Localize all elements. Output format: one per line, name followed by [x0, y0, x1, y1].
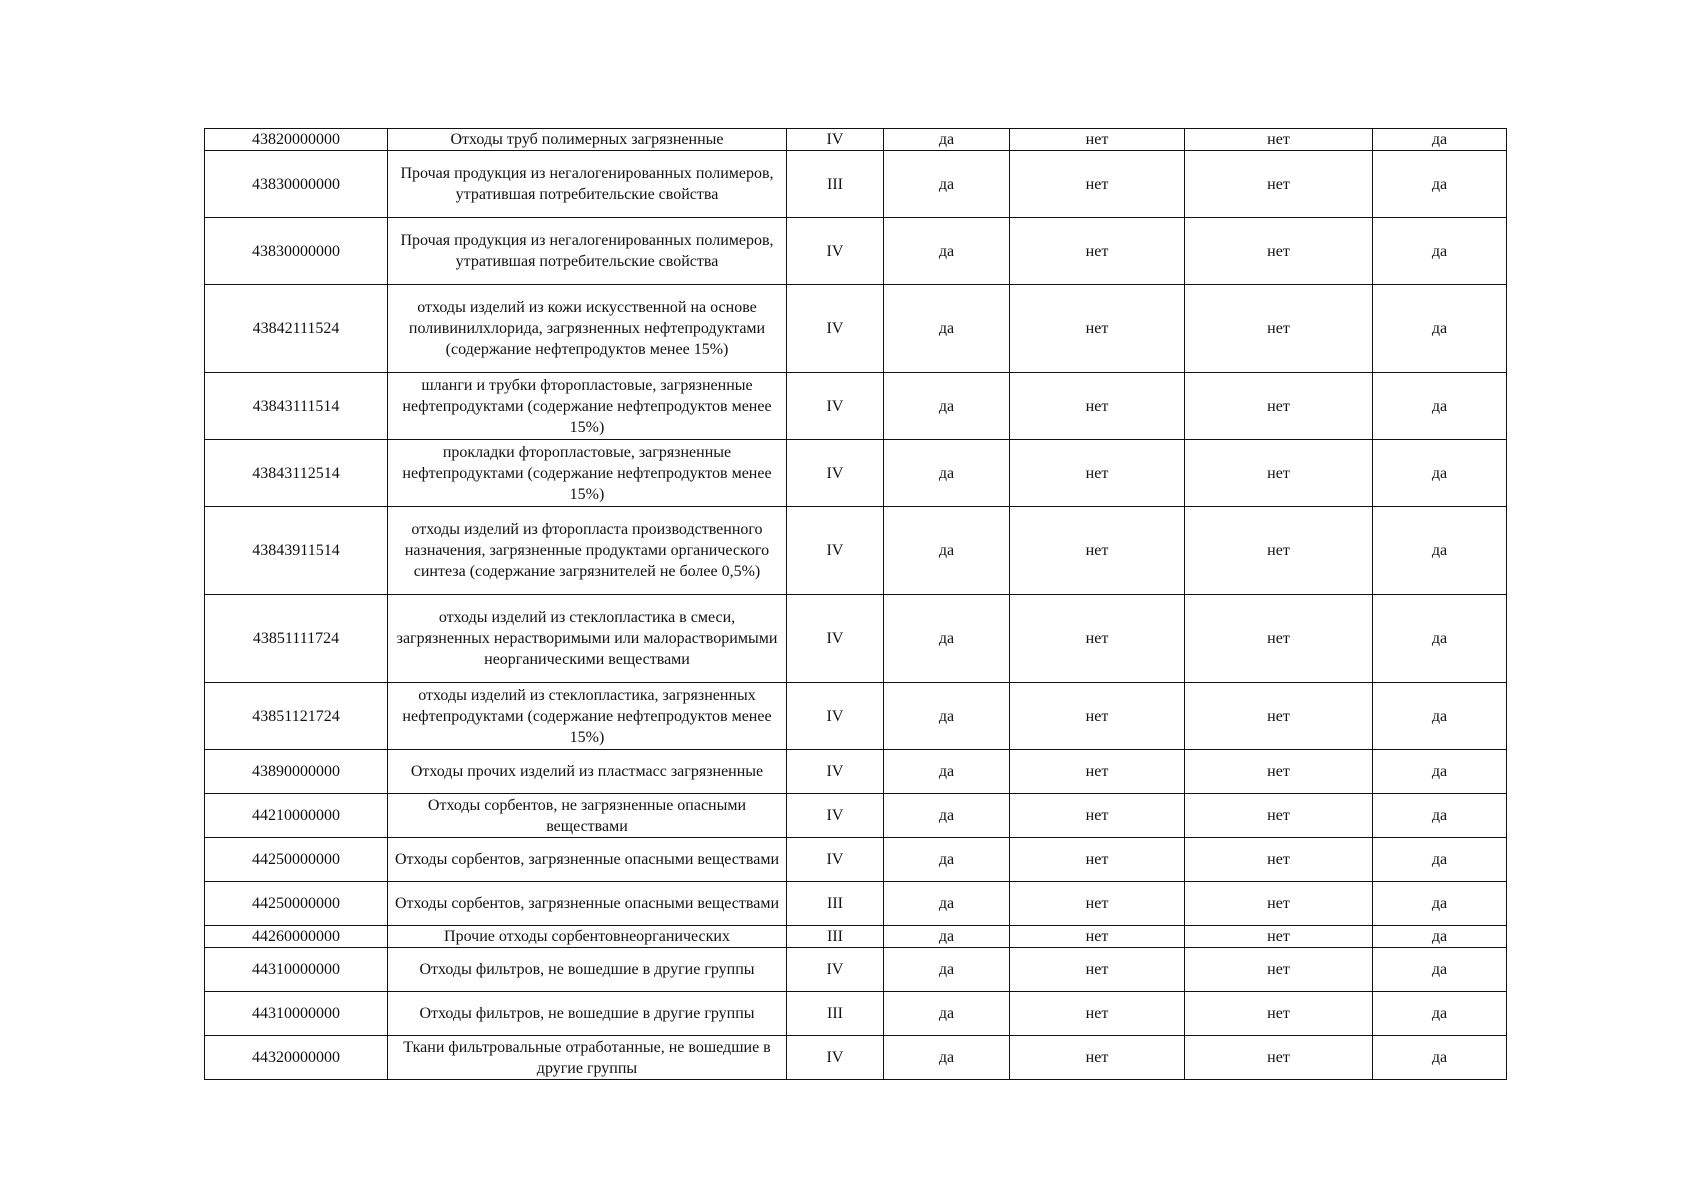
cell-column-4: да — [884, 218, 1010, 285]
cell-column-4: да — [884, 129, 1010, 151]
cell-column-5: нет — [1010, 151, 1185, 218]
table-row — [205, 218, 1507, 285]
table-row — [205, 129, 1507, 151]
cell-column-7: да — [1373, 151, 1507, 218]
cell-column-4: да — [884, 926, 1010, 948]
cell-waste-code: 44310000000 — [205, 992, 388, 1036]
cell-column-4: да — [884, 794, 1010, 838]
cell-column-5: нет — [1010, 794, 1185, 838]
cell-hazard-class: III — [787, 151, 884, 218]
cell-hazard-class: IV — [787, 595, 884, 683]
cell-column-6: нет — [1185, 926, 1373, 948]
cell-column-6: нет — [1185, 794, 1373, 838]
cell-waste-name: Отходы фильтров, не вошедшие в другие группы — [388, 992, 787, 1036]
cell-waste-code: 44250000000 — [205, 882, 388, 926]
table-row — [205, 440, 1507, 507]
cell-waste-code: 43820000000 — [205, 129, 388, 151]
table-row — [205, 992, 1507, 1036]
cell-column-7: да — [1373, 838, 1507, 882]
cell-hazard-class: IV — [787, 373, 884, 440]
table-row — [205, 926, 1507, 948]
cell-column-5: нет — [1010, 926, 1185, 948]
cell-column-7: да — [1373, 218, 1507, 285]
cell-column-7: да — [1373, 948, 1507, 992]
cell-column-6: нет — [1185, 992, 1373, 1036]
cell-column-7: да — [1373, 440, 1507, 507]
cell-column-4: да — [884, 838, 1010, 882]
cell-waste-code: 43843111514 — [205, 373, 388, 440]
cell-column-7: да — [1373, 750, 1507, 794]
table-row — [205, 285, 1507, 373]
cell-waste-code: 43842111524 — [205, 285, 388, 373]
cell-column-6: нет — [1185, 373, 1373, 440]
cell-hazard-class: IV — [787, 794, 884, 838]
table-row — [205, 373, 1507, 440]
table-row — [205, 948, 1507, 992]
table-row — [205, 750, 1507, 794]
cell-column-4: да — [884, 882, 1010, 926]
cell-waste-name: отходы изделий из кожи искусственной на основе поливинилхлорида, загрязненных нефтепродуктами (содержание нефтепродуктов менее 15%) — [388, 285, 787, 373]
cell-column-6: нет — [1185, 151, 1373, 218]
table-body — [205, 129, 1507, 1080]
cell-column-4: да — [884, 151, 1010, 218]
cell-column-6: нет — [1185, 948, 1373, 992]
cell-column-5: нет — [1010, 683, 1185, 750]
cell-column-7: да — [1373, 1036, 1507, 1080]
cell-column-4: да — [884, 750, 1010, 794]
cell-hazard-class: IV — [787, 507, 884, 595]
cell-column-7: да — [1373, 285, 1507, 373]
cell-hazard-class: IV — [787, 948, 884, 992]
cell-column-4: да — [884, 948, 1010, 992]
cell-waste-code: 43830000000 — [205, 218, 388, 285]
cell-hazard-class: IV — [787, 683, 884, 750]
cell-waste-name: Отходы прочих изделий из пластмасс загрязненные — [388, 750, 787, 794]
table-row — [205, 151, 1507, 218]
cell-column-4: да — [884, 440, 1010, 507]
table-row — [205, 794, 1507, 838]
table-row — [205, 1036, 1507, 1080]
cell-column-5: нет — [1010, 218, 1185, 285]
cell-waste-code: 43843911514 — [205, 507, 388, 595]
cell-waste-code: 43830000000 — [205, 151, 388, 218]
cell-column-7: да — [1373, 683, 1507, 750]
cell-column-5: нет — [1010, 992, 1185, 1036]
cell-column-7: да — [1373, 882, 1507, 926]
waste-table — [204, 128, 1507, 1080]
cell-hazard-class: IV — [787, 750, 884, 794]
cell-column-6: нет — [1185, 285, 1373, 373]
cell-column-6: нет — [1185, 683, 1373, 750]
cell-column-5: нет — [1010, 1036, 1185, 1080]
cell-column-6: нет — [1185, 129, 1373, 151]
cell-waste-code: 43851121724 — [205, 683, 388, 750]
cell-waste-code: 43851111724 — [205, 595, 388, 683]
cell-waste-name: Отходы сорбентов, загрязненные опасными веществами — [388, 838, 787, 882]
cell-column-5: нет — [1010, 373, 1185, 440]
cell-waste-code: 43843112514 — [205, 440, 388, 507]
cell-column-6: нет — [1185, 440, 1373, 507]
cell-hazard-class: IV — [787, 129, 884, 151]
cell-column-6: нет — [1185, 507, 1373, 595]
cell-hazard-class: IV — [787, 838, 884, 882]
cell-waste-code: 44260000000 — [205, 926, 388, 948]
cell-column-4: да — [884, 507, 1010, 595]
cell-waste-code: 44310000000 — [205, 948, 388, 992]
cell-column-6: нет — [1185, 882, 1373, 926]
cell-waste-name: Отходы труб полимерных загрязненные — [388, 129, 787, 151]
cell-column-4: да — [884, 285, 1010, 373]
table-row — [205, 595, 1507, 683]
table-row — [205, 882, 1507, 926]
cell-waste-name: Прочая продукция из негалогенированных полимеров, утратившая потребительские свойства — [388, 151, 787, 218]
cell-waste-name: отходы изделий из фторопласта производственного назначения, загрязненные продуктами органического синтеза (содержание загрязнителей не более 0,5%) — [388, 507, 787, 595]
cell-waste-name: Отходы фильтров, не вошедшие в другие группы — [388, 948, 787, 992]
table-row — [205, 507, 1507, 595]
cell-column-5: нет — [1010, 882, 1185, 926]
cell-column-7: да — [1373, 507, 1507, 595]
cell-column-7: да — [1373, 595, 1507, 683]
cell-column-5: нет — [1010, 948, 1185, 992]
cell-column-7: да — [1373, 373, 1507, 440]
cell-column-5: нет — [1010, 285, 1185, 373]
cell-column-5: нет — [1010, 440, 1185, 507]
cell-waste-code: 44320000000 — [205, 1036, 388, 1080]
cell-waste-name: Отходы сорбентов, не загрязненные опасными веществами — [388, 794, 787, 838]
cell-column-6: нет — [1185, 750, 1373, 794]
cell-column-6: нет — [1185, 595, 1373, 683]
cell-column-5: нет — [1010, 129, 1185, 151]
cell-waste-name: Прочие отходы сорбентовнеорганических — [388, 926, 787, 948]
cell-hazard-class: III — [787, 992, 884, 1036]
cell-column-5: нет — [1010, 838, 1185, 882]
cell-waste-name: прокладки фторопластовые, загрязненные нефтепродуктами (содержание нефтепродуктов менее 15%) — [388, 440, 787, 507]
cell-column-5: нет — [1010, 507, 1185, 595]
cell-waste-name: Прочая продукция из негалогенированных полимеров, утратившая потребительские свойства — [388, 218, 787, 285]
cell-column-7: да — [1373, 926, 1507, 948]
cell-column-5: нет — [1010, 595, 1185, 683]
table-row — [205, 683, 1507, 750]
cell-waste-name: Отходы сорбентов, загрязненные опасными веществами — [388, 882, 787, 926]
cell-hazard-class: IV — [787, 1036, 884, 1080]
cell-hazard-class: IV — [787, 440, 884, 507]
cell-waste-code: 43890000000 — [205, 750, 388, 794]
cell-hazard-class: IV — [787, 218, 884, 285]
cell-column-7: да — [1373, 129, 1507, 151]
cell-column-4: да — [884, 992, 1010, 1036]
cell-waste-name: шланги и трубки фторопластовые, загрязненные нефтепродуктами (содержание нефтепродуктов менее 15%) — [388, 373, 787, 440]
cell-column-4: да — [884, 683, 1010, 750]
cell-column-5: нет — [1010, 750, 1185, 794]
cell-column-6: нет — [1185, 838, 1373, 882]
cell-hazard-class: IV — [787, 285, 884, 373]
table-row — [205, 838, 1507, 882]
cell-waste-code: 44210000000 — [205, 794, 388, 838]
cell-waste-name: отходы изделий из стеклопластика в смеси, загрязненных нерастворимыми или малорастворимыми неорганическими веществами — [388, 595, 787, 683]
cell-waste-code: 44250000000 — [205, 838, 388, 882]
cell-column-7: да — [1373, 992, 1507, 1036]
cell-column-6: нет — [1185, 218, 1373, 285]
cell-column-4: да — [884, 373, 1010, 440]
cell-column-7: да — [1373, 794, 1507, 838]
cell-waste-name: Ткани фильтровальные отработанные, не вошедшие в другие группы — [388, 1036, 787, 1080]
cell-hazard-class: III — [787, 882, 884, 926]
cell-column-4: да — [884, 1036, 1010, 1080]
cell-hazard-class: III — [787, 926, 884, 948]
cell-column-4: да — [884, 595, 1010, 683]
cell-waste-name: отходы изделий из стеклопластика, загрязненных нефтепродуктами (содержание нефтепродуктов менее 15%) — [388, 683, 787, 750]
cell-column-6: нет — [1185, 1036, 1373, 1080]
